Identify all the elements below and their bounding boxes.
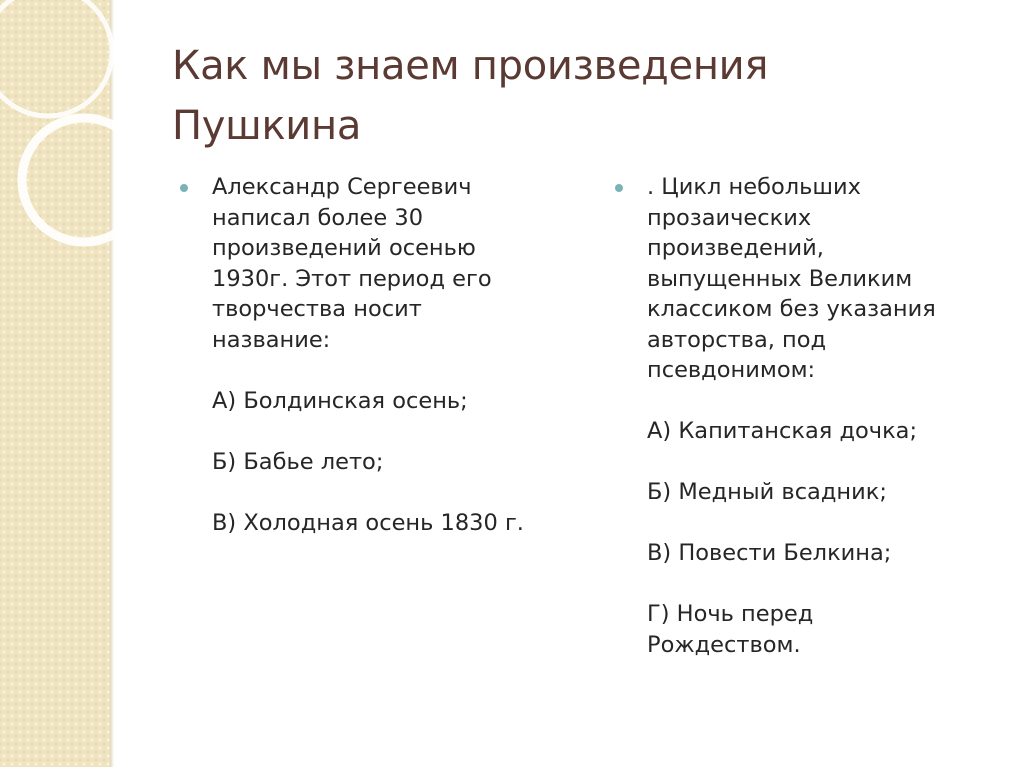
- slide-title-line-2: Пушкина: [172, 103, 362, 149]
- decorative-ring-large: [0, 0, 112, 116]
- left-option-c: В) Холодная осень 1830 г.: [212, 509, 524, 536]
- right-option-a: А) Капитанская дочка;: [647, 418, 918, 444]
- spacer: [647, 569, 1005, 600]
- right-question-block: [615, 172, 1005, 660]
- spacer: [212, 416, 580, 447]
- right-question-line: . Цикл небольших: [647, 174, 861, 200]
- spacer: [647, 508, 1005, 539]
- left-question-line: написал более 30: [212, 204, 424, 231]
- spacer: [212, 355, 580, 386]
- left-question-text: [212, 172, 580, 538]
- left-option-a: А) Болдинская осень;: [212, 387, 468, 414]
- right-question-line: произведений,: [647, 235, 824, 261]
- right-option-b: Б) Медный всадник;: [647, 479, 887, 505]
- right-question-line: прозаических: [647, 204, 812, 231]
- spacer: [212, 477, 580, 508]
- spacer: [647, 386, 1005, 417]
- right-option-c: В) Повести Белкина;: [647, 540, 892, 566]
- slide-title: [172, 36, 972, 156]
- right-question-text: [647, 172, 1005, 660]
- left-question-block: [180, 172, 580, 538]
- right-option-d-line-2: Рождеством.: [647, 631, 801, 658]
- right-question-line: классиком без указания: [647, 296, 936, 322]
- left-question-line: название:: [212, 326, 331, 353]
- bullet-dot-icon: [615, 184, 623, 192]
- bullet-dot-icon: [180, 184, 188, 192]
- left-question-line: произведений осенью: [212, 235, 476, 261]
- right-option-d-line-1: Г) Ночь перед: [647, 601, 814, 627]
- right-question-line: псевдонимом:: [647, 357, 816, 383]
- right-question-line: авторства, под: [647, 326, 827, 353]
- decorative-ring-small: [22, 118, 146, 242]
- left-question-line: творчества носит: [212, 296, 422, 322]
- left-option-b: Б) Бабье лето;: [212, 448, 384, 475]
- spacer: [647, 447, 1005, 478]
- left-question-line: 1930г. Этот период его: [212, 265, 492, 292]
- right-question-line: выпущенных Великим: [647, 265, 913, 292]
- slide-title-line-1: Как мы знаем произведения: [172, 43, 769, 89]
- left-question-line: Александр Сергеевич: [212, 174, 472, 200]
